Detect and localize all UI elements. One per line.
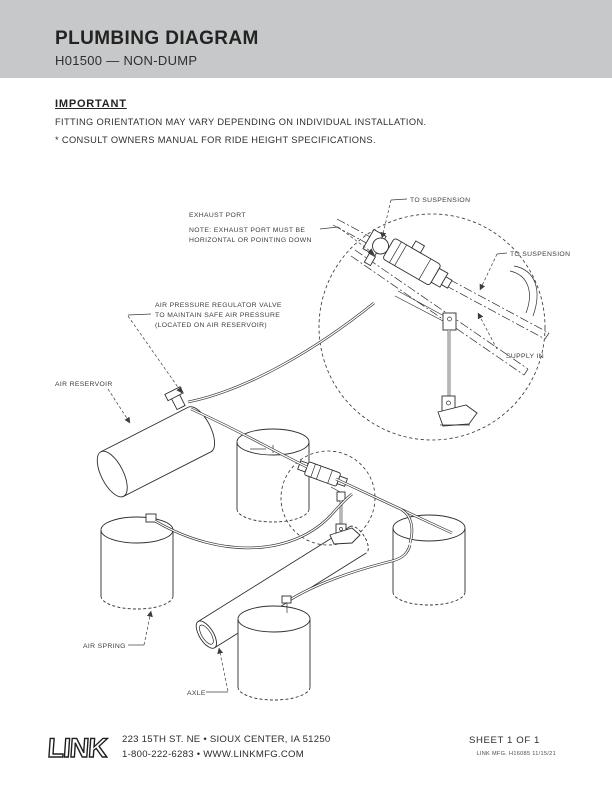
air-spring-front-right: [393, 515, 465, 605]
company-address: [122, 733, 331, 762]
address-line-2: 1-800-222-6283 • WWW.LINKMFG.COM: [122, 748, 304, 760]
label-regulator-line3: (LOCATED ON AIR RESERVOIR): [155, 322, 267, 329]
height-control-valve: [357, 220, 477, 426]
sheet-info: [469, 735, 556, 757]
sheet-number: SHEET 1 OF 1: [468, 735, 540, 746]
air-spring-rear-left: [101, 514, 173, 609]
leader-air-reservoir: [108, 389, 130, 423]
link-logo-text: LINK: [46, 733, 108, 763]
link-clevis-top: [443, 313, 456, 330]
page-subtitle: H01500 — NON-DUMP: [55, 53, 198, 68]
label-supply-in: SUPPLY IN: [506, 353, 545, 360]
label-note-line2: HORIZONTAL OR POINTING DOWN: [189, 237, 312, 244]
notice-line-1: FITTING ORIENTATION MAY VARY DEPENDING ON INDIVIDUAL INSTALLATION.: [55, 117, 427, 127]
leader-regulator: [128, 314, 151, 315]
notice-line-2: * CONSULT OWNERS MANUAL FOR RIDE HEIGHT SPECIFICATIONS.: [55, 135, 376, 145]
suspension-hook-inner: [510, 271, 529, 313]
link-logo: [46, 731, 120, 765]
page-title: PLUMBING DIAGRAM: [55, 28, 259, 49]
leader-to-suspension-top: [391, 199, 407, 200]
suspension-rails: [333, 219, 549, 375]
spring-fitting: [282, 596, 291, 603]
label-regulator-line1: AIR PRESSURE REGULATOR VALVE: [155, 302, 282, 309]
leader-to-suspension-right: [497, 253, 507, 254]
label-note-line1: NOTE: EXHAUST PORT MUST BE: [189, 227, 306, 234]
label-regulator-line2: TO MAINTAIN SAFE AIR PRESSURE: [155, 312, 281, 319]
label-axle: AXLE: [187, 690, 206, 697]
leader-supply-in: [478, 313, 497, 349]
footer: [0, 726, 612, 776]
air-spring-fitting: [146, 514, 156, 522]
detail-circle-valve: [319, 214, 545, 440]
doc-reference: LINK MFG. H16085 11/15/21: [476, 751, 556, 757]
address-line-1: 223 15TH ST. NE • SIOUX CENTER, IA 51250: [122, 734, 331, 745]
label-exhaust-port: EXHAUST PORT: [189, 212, 246, 219]
air-spring-front-left: [237, 429, 309, 522]
air-spring-rear-right: [238, 606, 310, 700]
label-air-reservoir: AIR RESERVOIR: [55, 381, 113, 388]
label-to-suspension-top: TO SUSPENSION: [410, 197, 471, 204]
important-heading: IMPORTANT: [55, 98, 127, 110]
label-to-suspension-right: TO SUSPENSION: [510, 251, 571, 258]
label-air-spring: AIR SPRING: [83, 643, 126, 650]
